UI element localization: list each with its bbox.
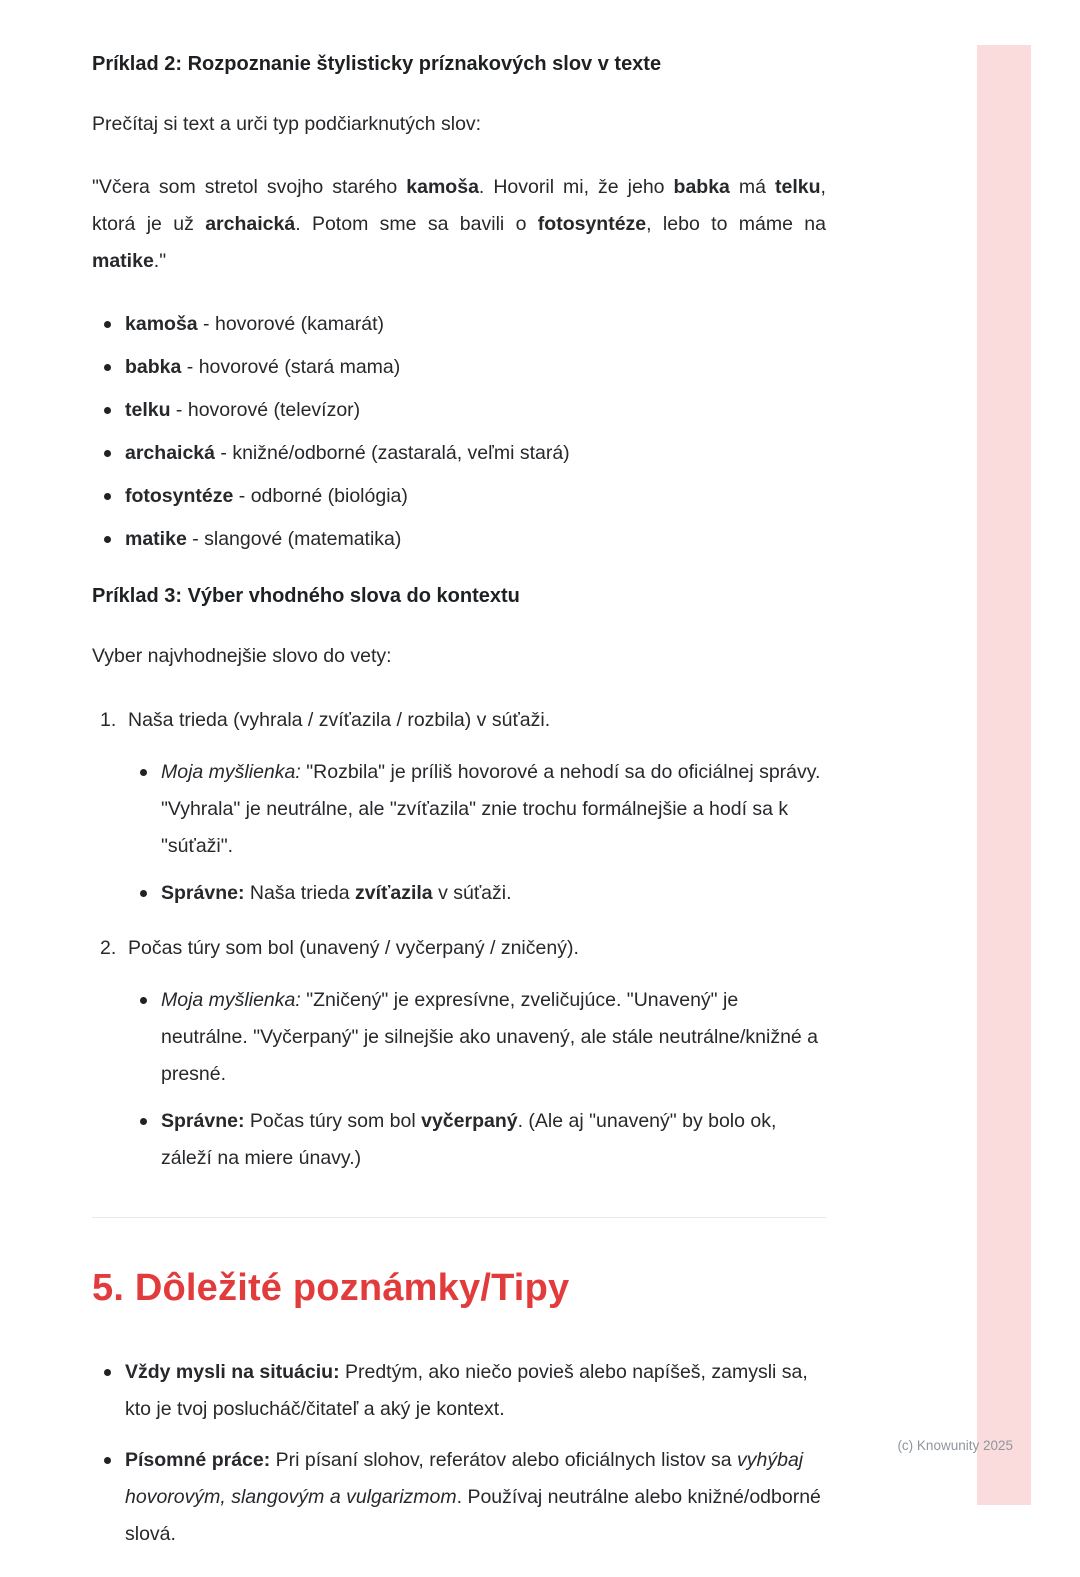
thought-note: Moja myšlienka: "Rozbila" je príliš hovorové a nehodí sa do oficiálnej správy. "Vyhrala" je neutrálne, ale "zvíťazila" znie trochu formálnejšie a hodí sa k "súťaži". <box>161 754 826 865</box>
document-content <box>92 50 826 1577</box>
tips-item: Písomné práce: Pri písaní slohov, referátov alebo oficiálnych listov sa vyhýbaj hovorovým, slangovým a vulgarizmom. Používaj neutrálne alebo knižné/odborné slová. <box>125 1442 826 1553</box>
exercise-question: Naša trieda (vyhrala / zvíťazila / rozbila) v súťaži. <box>128 708 551 731</box>
section-divider <box>92 1217 826 1218</box>
thought-note: Moja myšlienka: "Zničený" je expresívne, zveličujúce. "Unavený" je neutrálne. "Vyčerpaný" je silnejšie ako unavený, ale stále neutrálne/knižné a presné. <box>161 982 826 1093</box>
tips-list <box>92 1354 826 1553</box>
answer-note: Správne: Počas túry som bol vyčerpaný. (Ale aj "unavený" by bolo ok, záleží na miere únavy.) <box>161 1103 826 1177</box>
exercise-notes <box>128 754 826 912</box>
word-type-item: kamoša - hovorové (kamarát) <box>125 306 826 343</box>
footer-credit: (c) Knowunity 2025 <box>897 1438 1013 1453</box>
word-type-item: babka - hovorové (stará mama) <box>125 349 826 386</box>
word-type-item: fotosyntéze - odborné (biológia) <box>125 478 826 515</box>
word-type-item: telku - hovorové (televízor) <box>125 392 826 429</box>
word-type-list <box>92 306 826 558</box>
tips-heading: 5. Dôležité poznámky/Tipy <box>92 1267 570 1310</box>
example3-heading: Príklad 3: Výber vhodného slova do kontextu <box>92 585 520 608</box>
exercise-item <box>92 930 826 1177</box>
tips-item: Vždy mysli na situáciu: Predtým, ako niečo povieš alebo napíšeš, zamysli sa, kto je tvoj poslucháč/čitateľ a aký je kontext. <box>125 1354 826 1428</box>
word-type-item: matike - slangové (matematika) <box>125 521 826 558</box>
exercise-item <box>92 702 826 912</box>
example3-intro: Vyber najvhodnejšie slovo do vety: <box>92 645 392 668</box>
exercise-question: Počas túry som bol (unavený / vyčerpaný / zničený). <box>128 936 579 959</box>
example2-quote: "Včera som stretol svojho starého kamoša. Hovoril mi, že jeho babka má telku, ktorá je už archaická. Potom sme sa bavili o fotosyntéze, lebo to máme na matike." <box>92 176 826 273</box>
example2-heading: Príklad 2: Rozpoznanie štylisticky príznakových slov v texte <box>92 53 662 75</box>
right-accent-stripe <box>977 45 1031 1505</box>
exercise-notes <box>128 982 826 1177</box>
answer-note: Správne: Naša trieda zvíťazila v súťaži. <box>161 875 826 912</box>
exercise-list <box>92 702 826 1178</box>
example2-intro: Prečítaj si text a urči typ podčiarknutých slov: <box>92 113 482 135</box>
word-type-item: archaická - knižné/odborné (zastaralá, veľmi stará) <box>125 435 826 472</box>
